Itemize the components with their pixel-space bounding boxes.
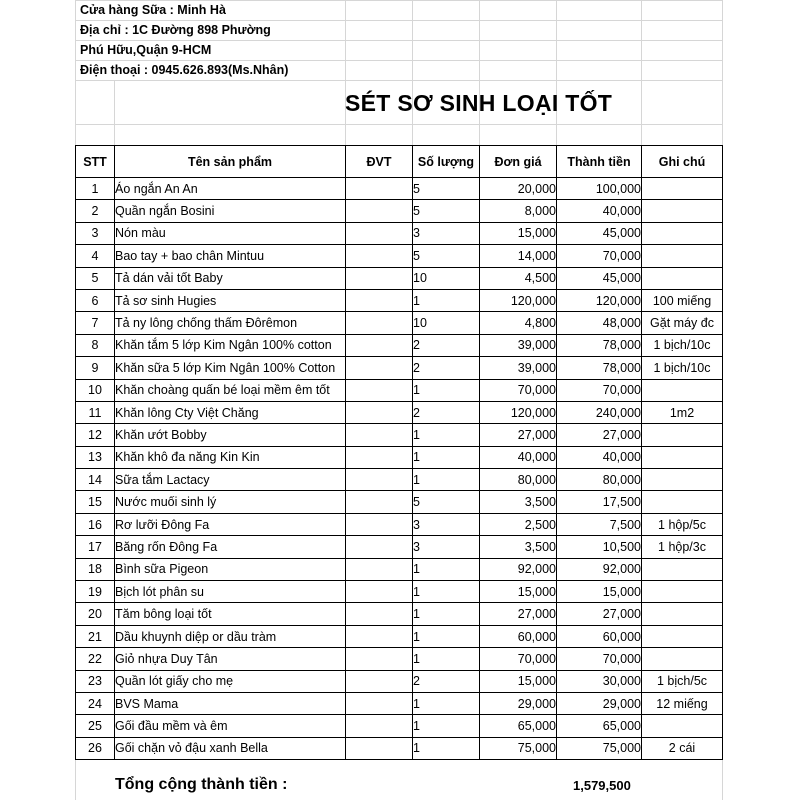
cell-unit-price: 120,000 [480,289,557,311]
cell-unit [346,513,413,535]
cell-stt: 1 [76,178,115,200]
table-row [76,312,723,334]
gridline [641,0,642,145]
cell-stt: 9 [76,357,115,379]
table-row [76,424,723,446]
cell-product-name: Khăn khô đa năng Kin Kin [115,446,346,468]
cell-product-name: Gối chặn vỏ đậu xanh Bella [115,737,346,759]
cell-line-total: 65,000 [557,715,642,737]
cell-unit [346,491,413,513]
cell-unit-price: 3,500 [480,536,557,558]
cell-product-name: Quần lót giấy cho mẹ [115,670,346,692]
cell-unit-price: 27,000 [480,424,557,446]
table-row [76,648,723,670]
cell-line-total: 70,000 [557,245,642,267]
cell-product-name: BVS Mama [115,692,346,714]
cell-note: Gặt máy đc [642,312,723,334]
cell-line-total: 120,000 [557,289,642,311]
cell-unit-price: 29,000 [480,692,557,714]
cell-quantity: 5 [413,491,480,513]
table-header-row [76,146,723,178]
spreadsheet [75,0,723,800]
cell-unit-price: 2,500 [480,513,557,535]
cell-quantity: 1 [413,603,480,625]
store-address-line-2: Phú Hữu,Quận 9-HCM [80,43,212,57]
cell-note [642,603,723,625]
cell-note [642,558,723,580]
cell-note [642,267,723,289]
cell-line-total: 10,500 [557,536,642,558]
cell-unit-price: 15,000 [480,222,557,244]
cell-stt: 15 [76,491,115,513]
cell-line-total: 27,000 [557,603,642,625]
cell-product-name: Gối đầu mềm và êm [115,715,346,737]
cell-product-name: Khăn lông Cty Việt Chăng [115,401,346,423]
gridline [479,0,480,145]
gridline [75,20,723,21]
header-note: Ghi chú [642,146,723,178]
cell-note [642,581,723,603]
cell-unit-price: 92,000 [480,558,557,580]
cell-product-name: Tả ny lông chống thấm Đôrêmon [115,312,346,334]
cell-note [642,200,723,222]
cell-unit-price: 4,500 [480,267,557,289]
cell-unit-price: 8,000 [480,200,557,222]
cell-unit [346,692,413,714]
cell-stt: 14 [76,469,115,491]
cell-note: 1 bịch/5c [642,670,723,692]
cell-unit [346,670,413,692]
cell-stt: 4 [76,245,115,267]
cell-line-total: 70,000 [557,379,642,401]
cell-unit [346,357,413,379]
cell-stt: 7 [76,312,115,334]
cell-line-total: 60,000 [557,625,642,647]
cell-unit-price: 3,500 [480,491,557,513]
cell-product-name: Quần ngắn Bosini [115,200,346,222]
cell-note: 12 miếng [642,692,723,714]
cell-line-total: 30,000 [557,670,642,692]
cell-product-name: Khăn tắm 5 lớp Kim Ngân 100% cotton [115,334,346,356]
cell-quantity: 2 [413,334,480,356]
table-row [76,513,723,535]
gridline [75,124,723,125]
cell-unit [346,424,413,446]
cell-stt: 13 [76,446,115,468]
cell-product-name: Áo ngắn An An [115,178,346,200]
store-phone: Điện thoại : 0945.626.893(Ms.Nhân) [80,63,289,77]
cell-quantity: 5 [413,200,480,222]
cell-line-total: 7,500 [557,513,642,535]
cell-unit [346,558,413,580]
cell-quantity: 2 [413,357,480,379]
cell-unit-price: 14,000 [480,245,557,267]
cell-unit-price: 40,000 [480,446,557,468]
table-row [76,334,723,356]
table-row [76,446,723,468]
cell-unit-price: 39,000 [480,357,557,379]
cell-note [642,491,723,513]
cell-line-total: 45,000 [557,267,642,289]
cell-quantity: 1 [413,424,480,446]
table-row [76,737,723,759]
cell-line-total: 15,000 [557,581,642,603]
cell-unit-price: 27,000 [480,603,557,625]
store-address-line-1: Địa chỉ : 1C Đường 898 Phường [80,23,271,37]
cell-line-total: 70,000 [557,648,642,670]
cell-quantity: 5 [413,178,480,200]
summary-row [75,760,723,800]
cell-unit [346,245,413,267]
cell-stt: 12 [76,424,115,446]
store-name: Cửa hàng Sữa : Minh Hà [80,3,226,17]
cell-unit-price: 15,000 [480,670,557,692]
table-row [76,692,723,714]
cell-note [642,446,723,468]
header-qty: Số lượng [413,146,480,178]
table-row [76,222,723,244]
gridline [114,80,115,145]
table-row [76,670,723,692]
cell-note: 1 bịch/10c [642,334,723,356]
cell-line-total: 92,000 [557,558,642,580]
table-row [76,536,723,558]
cell-product-name: Khăn choàng quấn bé loại mềm êm tốt [115,379,346,401]
cell-unit [346,289,413,311]
gridline [75,80,723,81]
cell-note: 100 miếng [642,289,723,311]
product-table [75,145,723,760]
cell-stt: 11 [76,401,115,423]
cell-quantity: 10 [413,312,480,334]
cell-product-name: Khăn ướt Bobby [115,424,346,446]
cell-quantity: 2 [413,401,480,423]
cell-line-total: 27,000 [557,424,642,446]
cell-note [642,424,723,446]
cell-quantity: 1 [413,692,480,714]
cell-line-total: 48,000 [557,312,642,334]
cell-line-total: 240,000 [557,401,642,423]
cell-product-name: Tả dán vải tốt Baby [115,267,346,289]
cell-unit [346,178,413,200]
cell-product-name: Bình sữa Pigeon [115,558,346,580]
cell-unit [346,334,413,356]
cell-quantity: 1 [413,581,480,603]
cell-stt: 18 [76,558,115,580]
cell-quantity: 1 [413,625,480,647]
cell-note: 1 bịch/10c [642,357,723,379]
cell-stt: 25 [76,715,115,737]
cell-unit-price: 20,000 [480,178,557,200]
cell-note [642,625,723,647]
header-total: Thành tiền [557,146,642,178]
cell-note [642,222,723,244]
cell-note [642,245,723,267]
cell-quantity: 1 [413,558,480,580]
cell-line-total: 78,000 [557,357,642,379]
cell-quantity: 3 [413,536,480,558]
cell-stt: 3 [76,222,115,244]
cell-unit-price: 75,000 [480,737,557,759]
cell-unit [346,737,413,759]
cell-note [642,379,723,401]
cell-note: 1 hộp/5c [642,513,723,535]
cell-stt: 16 [76,513,115,535]
cell-note [642,715,723,737]
table-row [76,401,723,423]
cell-unit-price: 39,000 [480,334,557,356]
table-row [76,603,723,625]
page-title: SÉT SƠ SINH LOẠI TỐT [345,90,613,116]
cell-note [642,469,723,491]
table-row [76,379,723,401]
table-row [76,357,723,379]
cell-unit [346,401,413,423]
table-row [76,289,723,311]
header-name: Tên sản phẩm [115,146,346,178]
cell-unit [346,581,413,603]
cell-product-name: Rơ lưỡi Đông Fa [115,513,346,535]
cell-note: 1m2 [642,401,723,423]
cell-line-total: 40,000 [557,200,642,222]
cell-quantity: 1 [413,469,480,491]
cell-line-total: 40,000 [557,446,642,468]
cell-product-name: Khăn sữa 5 lớp Kim Ngân 100% Cotton [115,357,346,379]
cell-line-total: 100,000 [557,178,642,200]
summary-value: 1,579,500 [573,778,631,793]
header-stt: STT [76,146,115,178]
cell-product-name: Bịch lót phân su [115,581,346,603]
cell-unit [346,715,413,737]
cell-product-name: Tả sơ sinh Hugies [115,289,346,311]
cell-unit [346,222,413,244]
cell-stt: 19 [76,581,115,603]
table-row [76,715,723,737]
cell-line-total: 45,000 [557,222,642,244]
table-row [76,581,723,603]
cell-stt: 23 [76,670,115,692]
cell-stt: 5 [76,267,115,289]
cell-unit [346,446,413,468]
cell-quantity: 1 [413,379,480,401]
table-row [76,267,723,289]
cell-product-name: Băng rốn Đông Fa [115,536,346,558]
cell-unit [346,267,413,289]
cell-note: 1 hộp/3c [642,536,723,558]
cell-stt: 21 [76,625,115,647]
header-price: Đơn giá [480,146,557,178]
cell-unit-price: 4,800 [480,312,557,334]
cell-unit [346,312,413,334]
summary-label: Tổng cộng thành tiền : [115,776,288,793]
gridline [75,40,723,41]
cell-stt: 24 [76,692,115,714]
cell-unit-price: 15,000 [480,581,557,603]
cell-stt: 22 [76,648,115,670]
table-row [76,558,723,580]
cell-quantity: 3 [413,222,480,244]
cell-unit-price: 70,000 [480,379,557,401]
table-row [76,469,723,491]
cell-unit-price: 65,000 [480,715,557,737]
cell-stt: 6 [76,289,115,311]
cell-line-total: 80,000 [557,469,642,491]
cell-product-name: Nón màu [115,222,346,244]
cell-note: 2 cái [642,737,723,759]
cell-quantity: 1 [413,737,480,759]
cell-unit [346,648,413,670]
cell-quantity: 5 [413,245,480,267]
table-row [76,491,723,513]
gridline [75,0,723,1]
cell-unit-price: 70,000 [480,648,557,670]
cell-line-total: 75,000 [557,737,642,759]
cell-quantity: 1 [413,648,480,670]
table-row [76,625,723,647]
gridline [75,60,723,61]
cell-stt: 17 [76,536,115,558]
cell-note [642,648,723,670]
cell-unit-price: 120,000 [480,401,557,423]
cell-quantity: 1 [413,715,480,737]
cell-unit [346,536,413,558]
cell-quantity: 1 [413,446,480,468]
gridline [412,0,413,145]
cell-unit [346,200,413,222]
header-dvt: ĐVT [346,146,413,178]
cell-stt: 10 [76,379,115,401]
cell-quantity: 2 [413,670,480,692]
cell-product-name: Dầu khuynh diệp or dầu tràm [115,625,346,647]
gridline [345,0,346,145]
cell-stt: 2 [76,200,115,222]
cell-quantity: 3 [413,513,480,535]
cell-quantity: 1 [413,289,480,311]
gridline [556,0,557,145]
cell-product-name: Giỏ nhựa Duy Tân [115,648,346,670]
table-row [76,178,723,200]
cell-quantity: 10 [413,267,480,289]
cell-unit [346,603,413,625]
cell-product-name: Sữa tắm Lactacy [115,469,346,491]
cell-unit [346,469,413,491]
cell-unit [346,379,413,401]
cell-line-total: 29,000 [557,692,642,714]
cell-unit [346,625,413,647]
cell-stt: 26 [76,737,115,759]
cell-line-total: 17,500 [557,491,642,513]
cell-product-name: Nước muối sinh lý [115,491,346,513]
cell-product-name: Bao tay + bao chân Mintuu [115,245,346,267]
cell-stt: 20 [76,603,115,625]
cell-line-total: 78,000 [557,334,642,356]
cell-unit-price: 60,000 [480,625,557,647]
cell-unit-price: 80,000 [480,469,557,491]
table-row [76,245,723,267]
cell-product-name: Tăm bông loại tốt [115,603,346,625]
table-row [76,200,723,222]
cell-note [642,178,723,200]
cell-stt: 8 [76,334,115,356]
